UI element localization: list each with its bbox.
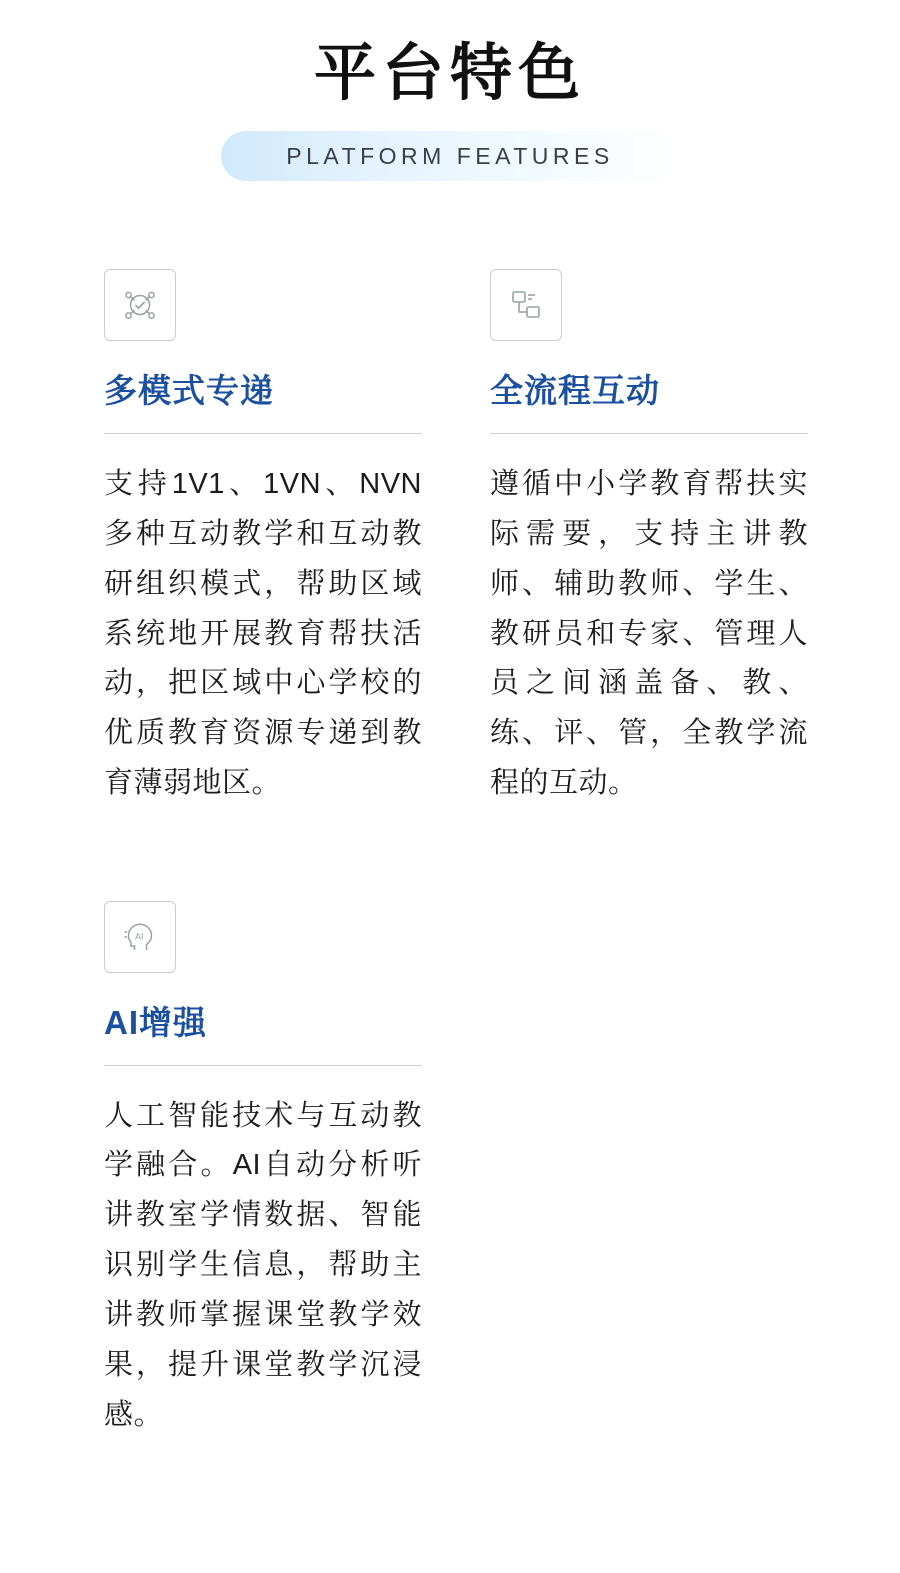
network-nodes-icon <box>104 269 176 341</box>
feature-grid <box>0 269 900 1440</box>
subtitle-text: PLATFORM FEATURES <box>286 142 614 169</box>
feature-body: 支持1V1、1VN、NVN多种互动教学和互动教研组织模式，帮助区域系统地开展教育帮扶活动，把区域中心学校的优质教育资源专递到教育薄弱地区。 <box>104 467 422 800</box>
ai-head-icon <box>104 901 176 973</box>
feature-body: 人工智能技术与互动教学融合。AI自动分析听讲教室学情数据、智能识别学生信息，帮助主讲教师掌握课堂教学效果，提升课堂教学沉浸感。 <box>104 1099 422 1431</box>
feature-title: AI增强 <box>104 1004 207 1042</box>
flow-blocks-icon <box>490 269 562 341</box>
subtitle-container <box>0 131 900 181</box>
svg-text:AI: AI <box>135 931 144 942</box>
feature-card <box>490 269 808 809</box>
page-title: 平台特色 <box>313 39 586 108</box>
feature-card <box>104 269 422 809</box>
page-header <box>0 0 900 181</box>
title-divider <box>490 433 808 434</box>
feature-title: 多模式专递 <box>104 372 274 410</box>
title-divider <box>104 1065 422 1066</box>
feature-title: 全流程互动 <box>490 372 660 410</box>
subtitle-pill <box>221 131 679 181</box>
feature-card <box>104 901 422 1441</box>
title-divider <box>104 433 422 434</box>
feature-body: 遵循中小学教育帮扶实际需要，支持主讲教师、辅助教师、学生、教研员和专家、管理人员之间涵盖备、教、练、评、管，全教学流程的互动。 <box>490 467 808 800</box>
